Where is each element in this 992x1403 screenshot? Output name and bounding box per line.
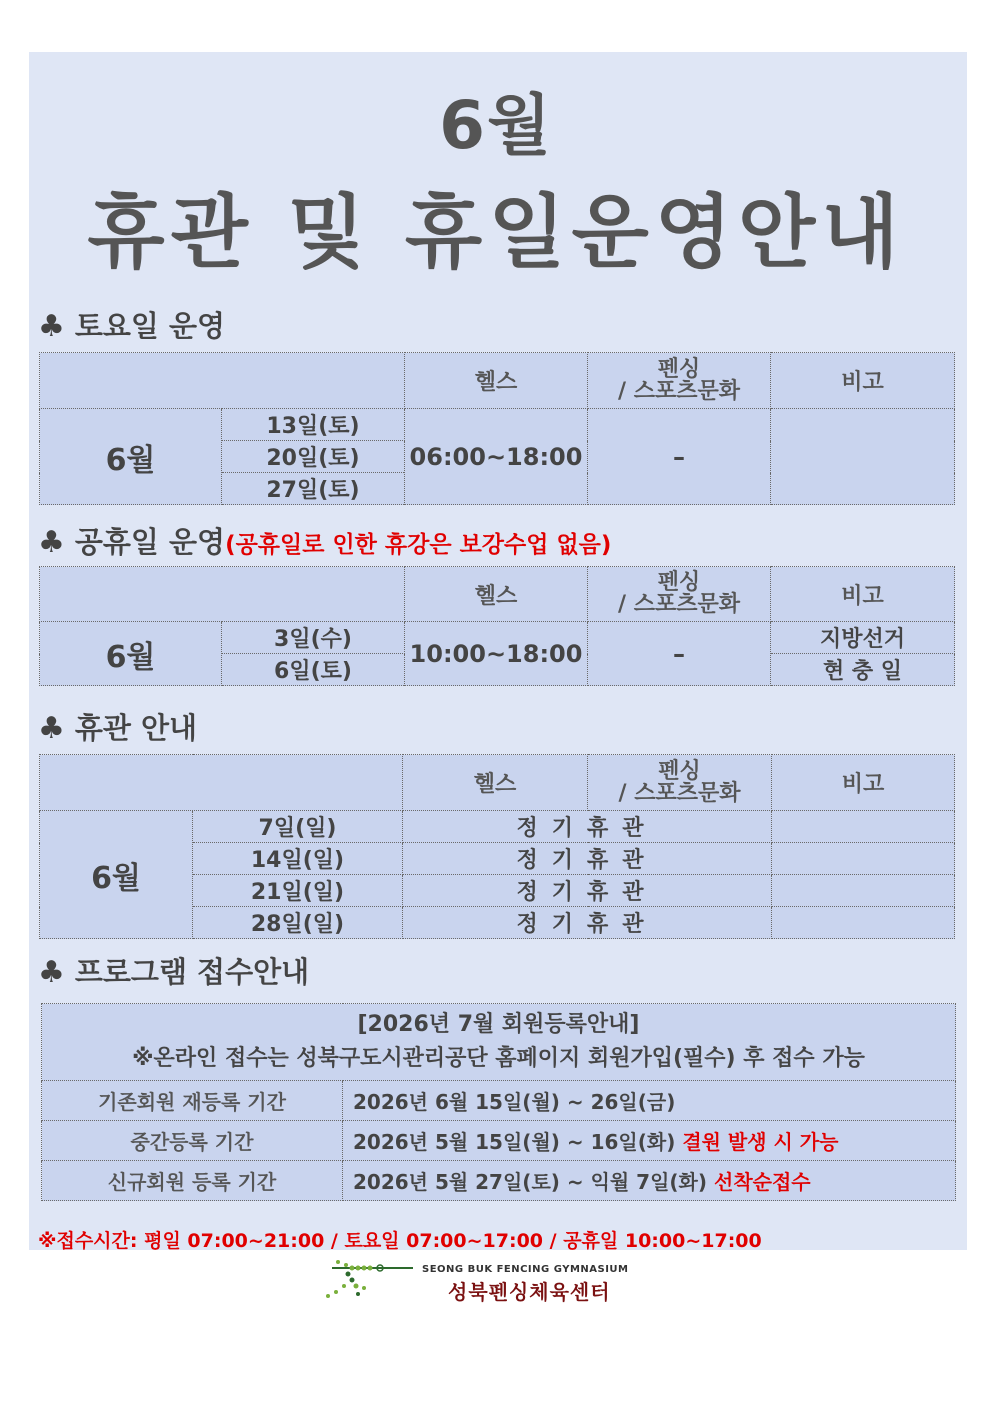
date-cell: 13일(토) bbox=[222, 409, 405, 441]
health-hours: 06:00~18:00 bbox=[405, 409, 588, 505]
period-value: 2026년 5월 27일(토) ~ 익월 7일(화) 선착순접수 bbox=[343, 1161, 956, 1201]
month-cell: 6월 bbox=[40, 622, 222, 686]
date-cell: 20일(토) bbox=[222, 441, 405, 473]
header-health: 헬스 bbox=[403, 755, 588, 811]
health-hours: 10:00~18:00 bbox=[405, 622, 588, 686]
club-icon: ♣ bbox=[38, 309, 65, 344]
closure-status: 정기휴관 bbox=[403, 843, 772, 875]
header-blank bbox=[40, 353, 405, 409]
remark-cell: 지방선거 bbox=[771, 622, 955, 654]
reception-hours-note: ※접수시간: 평일 07:00~21:00 / 토요일 07:00~17:00 / 공휴일 10:00~17:00 bbox=[38, 1230, 762, 1252]
header-health: 헬스 bbox=[405, 353, 588, 409]
period-value: 2026년 6월 15일(월) ~ 26일(금) bbox=[343, 1081, 956, 1121]
date-cell: 14일(일) bbox=[193, 843, 403, 875]
closure-status: 정기휴관 bbox=[403, 907, 772, 939]
remark-cell bbox=[772, 843, 955, 875]
section-title: 프로그램 접수안내 bbox=[74, 955, 310, 989]
date-cell: 21일(일) bbox=[193, 875, 403, 907]
date-cell: 6일(토) bbox=[222, 654, 405, 686]
remark-cell bbox=[772, 811, 955, 843]
section-program-heading bbox=[38, 950, 309, 991]
header-fencing: 펜싱 / 스포츠문화 bbox=[588, 755, 772, 811]
page-title: 휴관 및 휴일운영안내 bbox=[87, 186, 905, 279]
header-fencing: 펜싱 / 스포츠문화 bbox=[588, 353, 771, 409]
club-icon: ♣ bbox=[38, 711, 65, 746]
header-blank bbox=[40, 755, 403, 811]
program-table bbox=[41, 1003, 956, 1201]
section-closure-heading bbox=[38, 706, 197, 747]
remark-cell: 현 충 일 bbox=[771, 654, 955, 686]
holiday-note: (공휴일로 인한 휴강은 보강수업 없음) bbox=[225, 532, 612, 558]
section-holiday-heading bbox=[38, 520, 611, 561]
header-health: 헬스 bbox=[405, 567, 588, 622]
period-label: 중간등록 기간 bbox=[42, 1121, 343, 1161]
closure-status: 정기휴관 bbox=[403, 875, 772, 907]
logo-english: SEONG BUK FENCING GYMNASIUM bbox=[422, 1264, 629, 1275]
holiday-table bbox=[39, 566, 955, 686]
date-cell: 7일(일) bbox=[193, 811, 403, 843]
remark-cell bbox=[771, 409, 955, 505]
section-title: 토요일 운영 bbox=[74, 309, 226, 343]
title-month: 6월 bbox=[439, 87, 553, 164]
header-fencing: 펜싱 / 스포츠문화 bbox=[588, 567, 771, 622]
club-icon: ♣ bbox=[38, 525, 65, 560]
period-label: 기존회원 재등록 기간 bbox=[42, 1081, 343, 1121]
saturday-table bbox=[39, 352, 955, 505]
header-remark: 비고 bbox=[772, 755, 955, 811]
header-remark: 비고 bbox=[771, 353, 955, 409]
header-remark: 비고 bbox=[771, 567, 955, 622]
fencing-hours: – bbox=[588, 622, 771, 686]
month-cell: 6월 bbox=[40, 409, 222, 505]
section-title: 휴관 안내 bbox=[74, 711, 198, 745]
date-cell: 28일(일) bbox=[193, 907, 403, 939]
fencing-hours: – bbox=[588, 409, 771, 505]
date-cell: 27일(토) bbox=[222, 473, 405, 505]
remark-cell bbox=[772, 907, 955, 939]
remark-cell bbox=[772, 875, 955, 907]
header-blank bbox=[40, 567, 405, 622]
closure-status: 정기휴관 bbox=[403, 811, 772, 843]
period-label: 신규회원 등록 기간 bbox=[42, 1161, 343, 1201]
section-saturday-heading bbox=[38, 304, 225, 345]
period-value: 2026년 5월 15일(월) ~ 16일(화) 결원 발생 시 가능 bbox=[343, 1121, 956, 1161]
closure-table bbox=[39, 754, 955, 939]
section-title: 공휴일 운영 bbox=[74, 525, 226, 559]
date-cell: 3일(수) bbox=[222, 622, 405, 654]
logo-korean: 성북펜싱체육센터 bbox=[448, 1280, 611, 1304]
month-cell: 6월 bbox=[40, 811, 193, 939]
club-icon: ♣ bbox=[38, 955, 65, 990]
program-header: [2026년 7월 회원등록안내] ※온라인 접수는 성북구도시관리공단 홈페이지 회원가입(필수) 후 접수 가능 bbox=[42, 1004, 956, 1081]
